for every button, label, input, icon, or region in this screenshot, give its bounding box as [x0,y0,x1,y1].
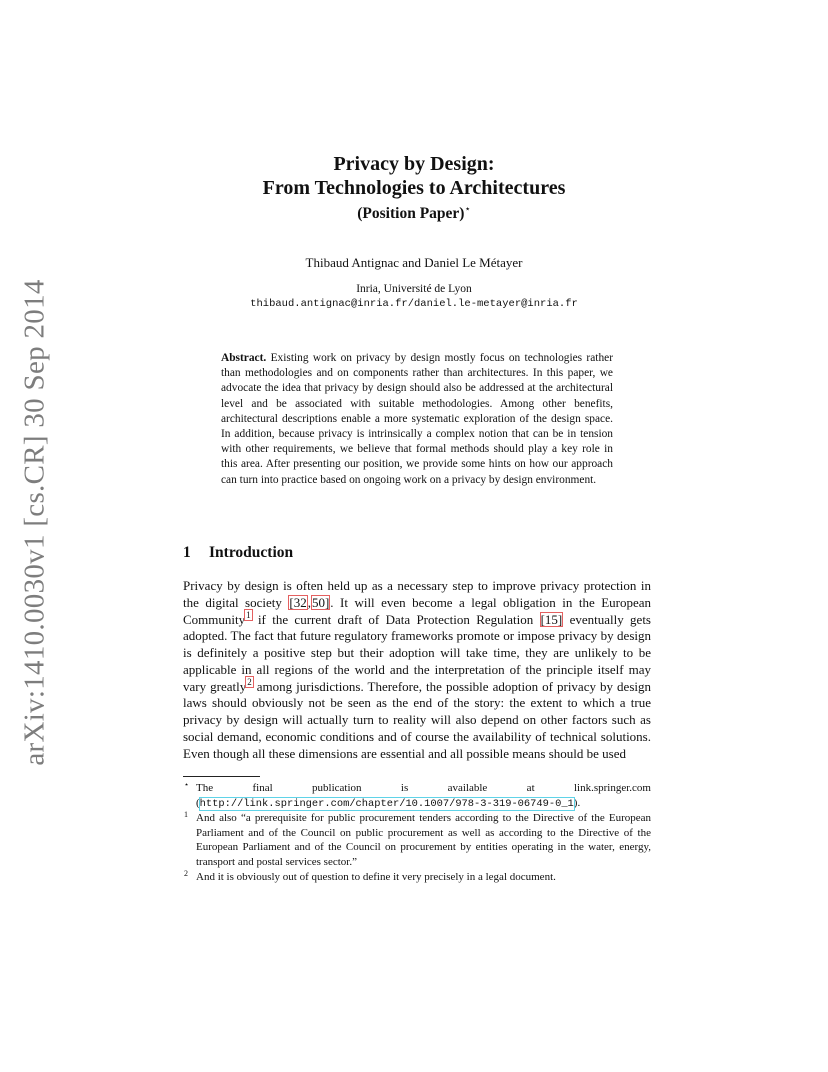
footnote-star [183,781,651,811]
abstract-text: Existing work on privacy by design mostly focus on technologies rather than methodologies and on components rather than architectures. In this paper, we advocate the idea that privacy by design should also be addressed at the architectural level and be associated with suitable methodologies. Among other benefits, architectural descriptions enable a more systematic exploration of the design space. In addition, because privacy is intrinsically a complex notion that can be in tension with other requirements, we believe that formal methods should play a key role in this area. After presenting our position, we provide some hints on how our approach can turn into practice based on ongoing work on a privacy by design environment. [221,352,613,486]
footnote-star-text: The final publication is available at link.springer.com ( [196,782,651,809]
footnote-rule [183,776,260,777]
paper-subtitle [0,204,828,223]
arxiv-identifier: arXiv:1410.0030v1 [cs.CR] 30 Sep 2014 [18,279,51,766]
section-number: 1 [183,544,191,561]
footnotes [183,781,651,884]
citation-separator: , [307,594,311,610]
arxiv-sidebar-stamp [14,279,56,766]
paper-title-line-2: From Technologies to Architectures [262,177,566,199]
footnote-2-mark: 2 [184,868,188,878]
abstract-label: Abstract. [221,352,267,364]
affiliation: Inria, Université de Lyon [356,283,472,295]
authors: Thibaud Antignac and Daniel Le Métayer [305,255,523,270]
footnote-2 [183,870,651,885]
footnote-1-text: And also “a prerequisite for public procurement tenders according to the Directive of the European Parliament and of the Council on public procurement as well as according to the Directive of the European Parliament and of the Council on procurement by entities operating in the water, energy, transport and postal services sector.” [196,812,651,868]
footnote-1-mark: 1 [184,810,188,820]
abstract [221,351,613,488]
subtitle-text: (Position Paper) [357,205,465,223]
footnote-1 [183,811,651,869]
body-text-2: . It will even become a legal obligation in the European Community [183,594,651,627]
citation-link-50[interactable]: 50] [311,594,330,610]
footnote-star-mark: ⋆ [184,780,190,789]
springer-url-link[interactable]: http://link.springer.com/chapter/10.1007/978-3-319-06749-0_1 [199,797,574,810]
footnote-2-text: And it is obviously out of question to define it very precisely in a legal document. [196,870,556,883]
footnote-link-2[interactable]: 2 [247,677,252,688]
body-text-3: if the current draft of Data Protection Regulation [251,611,540,627]
body-text-5: among jurisdictions. Therefore, the possible adoption of privacy by design laws should obviously not be seen as the end of the story: the extent to which a true privacy by design will actually turn to reality will also depend on other factors such as social demand, economic conditions and of course the availability of technical solutions. Even though all these dimensions are essential and all possible means should be used [183,678,651,761]
body-text-1: Privacy by design is often held up as a necessary step to improve privacy protection in the digital society [183,578,651,610]
paper-title-line-1: Privacy by Design: [333,153,495,175]
intro-paragraph [183,578,651,762]
section-heading [183,544,293,562]
body-text-4: eventually gets adopted. The fact that future regulatory frameworks promote or impose privacy by design is definitely a positive step but their adoption will take time, they are unlikely to be applicable in all regions of the world and the interpretation of the principle itself may vary greatly [183,611,651,694]
citation-link-32[interactable]: [32 [289,594,307,610]
citation-link-15[interactable]: [15] [540,611,563,627]
title-footnote-mark: ⋆ [464,204,471,215]
author-emails: thibaud.antignac@inria.fr/daniel.le-metayer@inria.fr [250,298,578,310]
footnote-star-end: ). [573,796,581,809]
footnote-link-1[interactable]: 1 [246,610,251,621]
section-title: Introduction [209,544,294,561]
